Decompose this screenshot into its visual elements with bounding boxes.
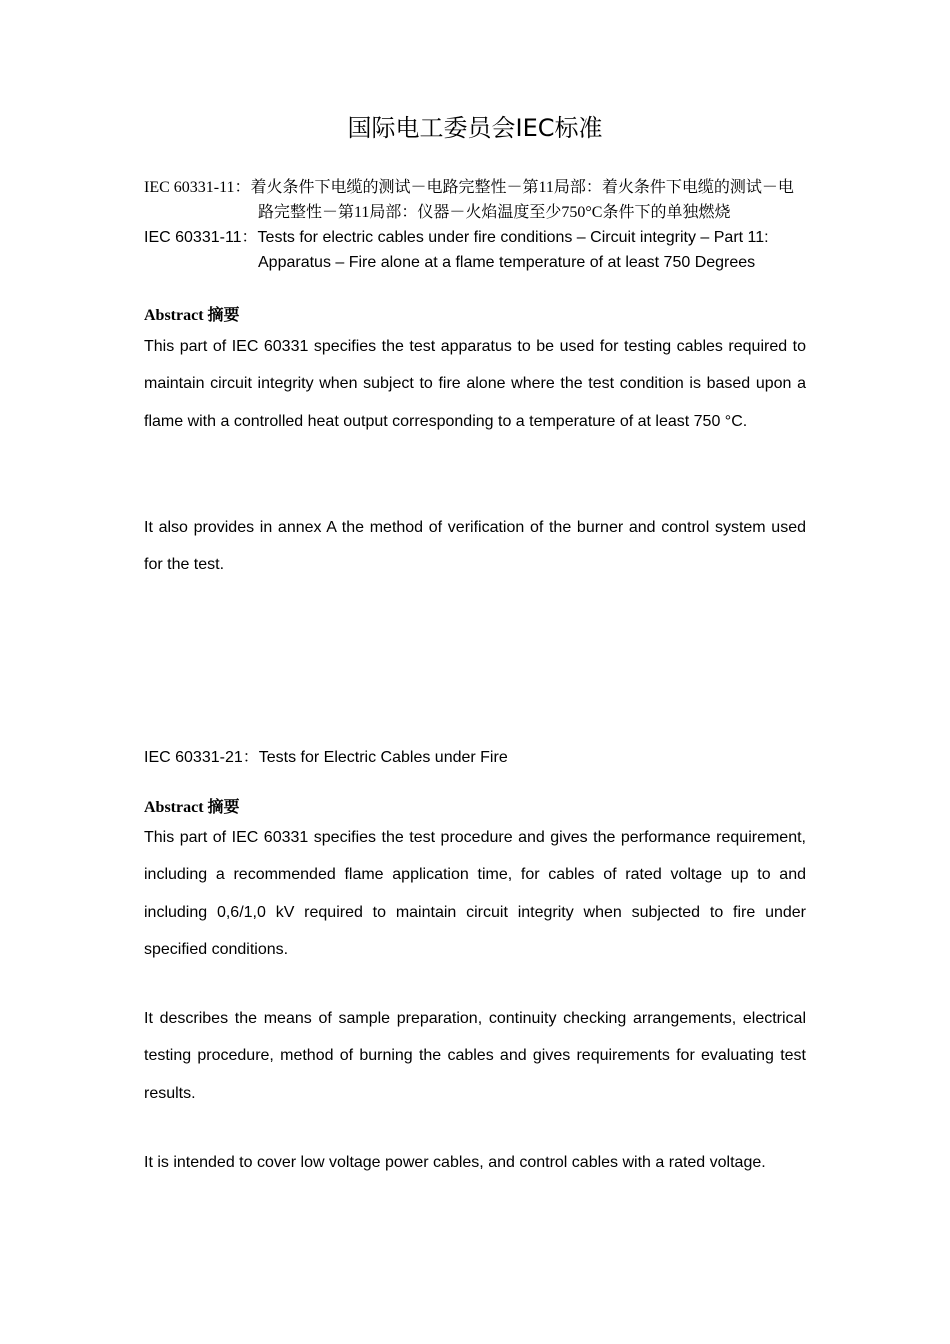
standard-2-abstract-paragraph-2: It describes the means of sample preparation, continuity checking arrangements, electrical testing procedure, method of burning the cables and gives requirements for evaluating test results. bbox=[144, 1010, 806, 1102]
standard-1-chinese-title-text: IEC 60331-11：着火条件下电缆的测试－电路完整性－第11局部：着火条件下电缆的测试－电路完整性－第11局部：仪器－火焰温度至少750°C条件下的单独燃烧 bbox=[144, 179, 794, 221]
standard-2-abstract-paragraph-3: It is intended to cover low voltage power cables, and control cables with a rated voltage. bbox=[144, 1154, 766, 1171]
standard-2-english-title: IEC 60331-21：Tests for Electric Cables under Fire bbox=[144, 749, 508, 766]
standard-1-abstract-heading: Abstract 摘要 bbox=[144, 307, 240, 324]
standard-2-abstract-paragraph-1: This part of IEC 60331 specifies the test procedure and gives the performance requirement, including a recommended flame application time, for cables of rated voltage up to and including 0,6/1,0 kV required to maintain circuit integrity when subjected to fire under specified conditions. bbox=[144, 829, 806, 958]
page-title: 国际电工委员会IEC标准 bbox=[347, 114, 603, 142]
standard-1-english-title bbox=[144, 225, 808, 275]
standard-2-abstract-heading: Abstract 摘要 bbox=[144, 799, 240, 816]
standard-1-abstract-paragraph-1: This part of IEC 60331 specifies the test apparatus to be used for testing cables required to maintain circuit integrity when subject to fire alone where the test condition is based upon a flame with a controlled heat output corresponding to a temperature of at least 750 °C. bbox=[144, 338, 806, 430]
standard-1-english-title-text: IEC 60331-11：Tests for electric cables under fire conditions – Circuit integrity – Part 11: Apparatus – Fire alone at a flame temperature of at least 750 Degrees bbox=[144, 229, 769, 271]
standard-1-abstract-paragraph-2: It also provides in annex A the method of verification of the burner and control system used for the test. bbox=[144, 519, 806, 574]
standard-1-chinese-title bbox=[144, 175, 808, 225]
